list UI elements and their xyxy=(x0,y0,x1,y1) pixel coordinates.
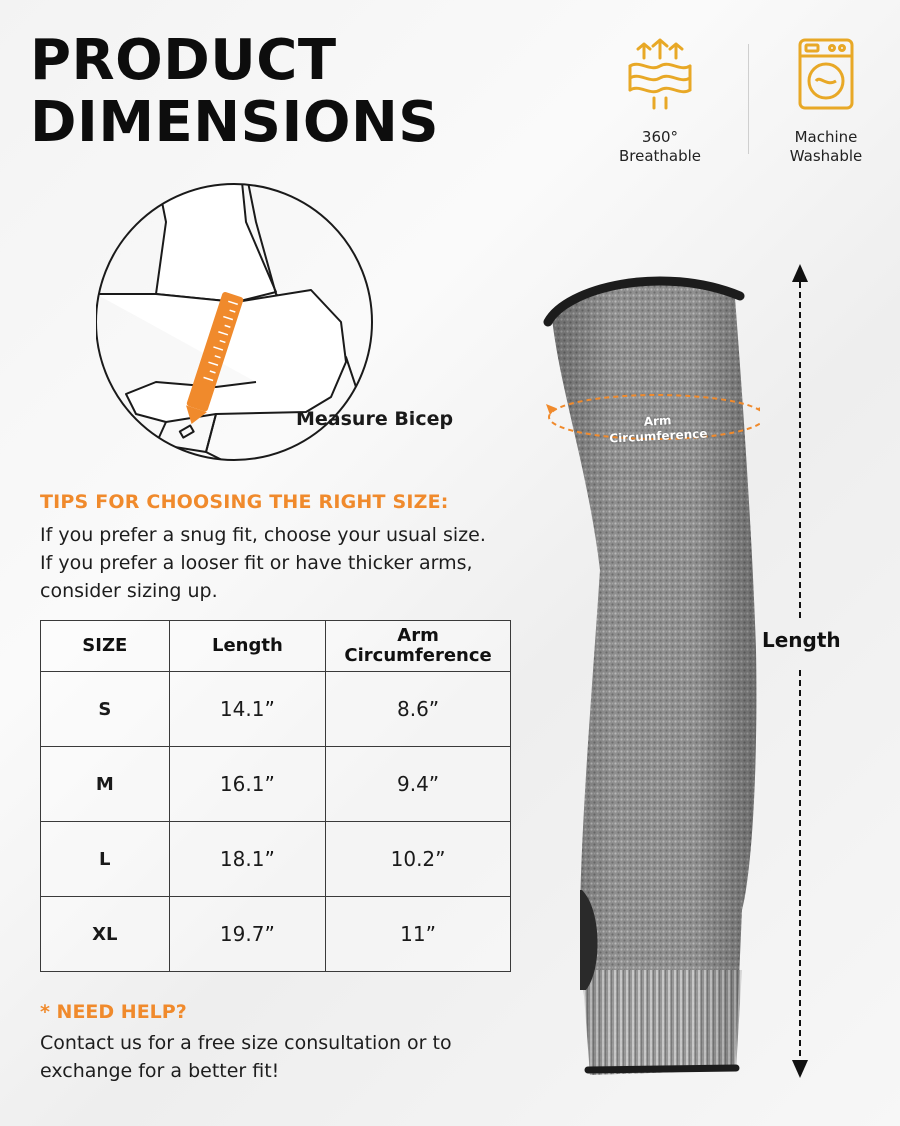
circumference-cell: 11” xyxy=(326,897,511,972)
arm-sleeve-image xyxy=(530,270,760,1090)
title-line-2: DIMENSIONS xyxy=(30,90,440,155)
washing-machine-icon xyxy=(786,36,866,114)
arm-circumference-label: Arm Circumference xyxy=(608,413,708,446)
table-row xyxy=(41,822,511,897)
tips-text xyxy=(40,521,540,605)
tips-line: consider sizing up. xyxy=(40,580,218,602)
tips-heading: TIPS FOR CHOOSING THE RIGHT SIZE: xyxy=(40,491,449,513)
help-line: Contact us for a free size consultation or to xyxy=(40,1032,452,1054)
size-cell: S xyxy=(41,672,170,747)
tips-line: If you prefer a looser fit or have thicker arms, xyxy=(40,552,473,574)
feature-washable xyxy=(766,36,886,166)
column-header-arm-circumference: Arm Circumference xyxy=(326,621,511,672)
size-cell: M xyxy=(41,747,170,822)
length-cell: 14.1” xyxy=(169,672,326,747)
measure-bicep-label: Measure Bicep xyxy=(296,408,454,430)
length-cell: 18.1” xyxy=(169,822,326,897)
page-title xyxy=(30,30,439,154)
circumference-cell: 9.4” xyxy=(326,747,511,822)
feature-label: 360° Breathable xyxy=(618,128,702,165)
circumference-cell: 10.2” xyxy=(326,822,511,897)
feature-badges xyxy=(600,36,890,166)
table-row xyxy=(41,897,511,972)
feature-breathable xyxy=(600,36,720,166)
length-cell: 19.7” xyxy=(169,897,326,972)
table-row xyxy=(41,747,511,822)
title-line-1: PRODUCT xyxy=(30,28,337,93)
help-heading: * NEED HELP? xyxy=(40,1001,187,1023)
size-cell: L xyxy=(41,822,170,897)
feature-label: Machine Washable xyxy=(789,128,863,165)
feature-divider xyxy=(748,44,749,154)
size-cell: XL xyxy=(41,897,170,972)
length-label: Length xyxy=(762,628,841,652)
size-table xyxy=(40,620,511,972)
column-header-size: SIZE xyxy=(41,621,170,672)
column-header-length: Length xyxy=(169,621,326,672)
length-arrow xyxy=(780,262,820,1082)
breathable-layers-icon xyxy=(620,36,700,114)
help-text xyxy=(40,1029,520,1085)
help-line: exchange for a better fit! xyxy=(40,1060,280,1082)
table-header-row xyxy=(41,621,511,672)
tips-line: If you prefer a snug fit, choose your usual size. xyxy=(40,524,486,546)
table-row xyxy=(41,672,511,747)
length-cell: 16.1” xyxy=(169,747,326,822)
circumference-cell: 8.6” xyxy=(326,672,511,747)
